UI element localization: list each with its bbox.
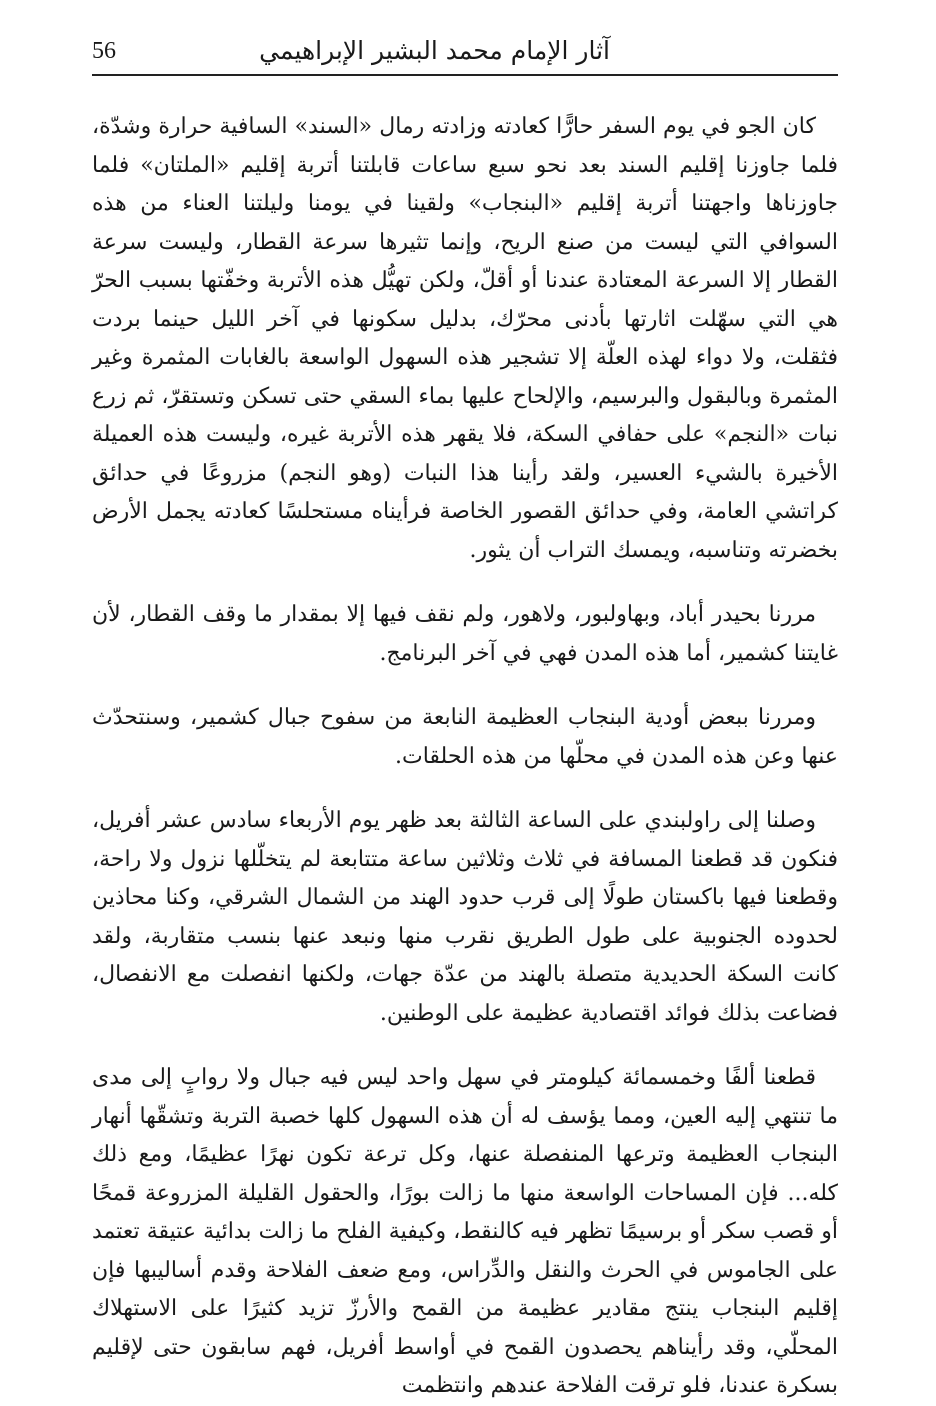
running-title: آثار الإمام محمد البشير الإبراهيمي [259, 36, 610, 65]
paragraph-1: كان الجو في يوم السفر حارًّا كعادته وزادته رمال «السند» السافية حرارة وشدّة، فلما جاوزنا إقليم السند بعد نحو سبع ساعات قابلتنا أتربة إقليم «الملتان» فلما جاوزناها واجهتنا أتربة إقليم «البنجاب» ولقينا في يومنا وليلتنا العناء من هذه السوافي التي ليست من صنع الريح، وإنما تثيرها سرعة القطار، وليست سرعة القطار إلا السرعة المعتادة عندنا أو أقلّ، ولكن تهيُّل هذه الأتربة وخفّتها بسبب الحرّ هي التي سهّلت اثارتها بأدنى محرّك، بدليل سكونها في آخر الليل حينما بردت فثقلت، ولا دواء لهذه العلّة إلا تشجير هذه السهول الواسعة بالغابات المثمرة وغير المثمرة وبالبقول والبرسيم، والإلحاح عليها بماء السقي حتى تسكن وتستقرّ، ثم زرع نبات «النجم» على حفافي السكة، فلا يقهر هذه الأتربة غيره، وليست هذه العميلة الأخيرة بالشيء العسير، ولقد رأينا هذا النبات (وهو النجم) مزروعًا في حدائق كراتشي العامة، وفي حدائق القصور الخاصة فرأيناه مستحلسًا كعادته يجمل الأرض بخضرته وتناسبه، ويمسك التراب أن يثور. [92, 114, 838, 563]
paragraph-4: وصلنا إلى راولبندي على الساعة الثالثة بعد ظهر يوم الأربعاء سادس عشر أفريل، فنكون قد قطعنا المسافة في ثلاث وثلاثين ساعة متتابعة لم يتخلّلها نزول ولا راحة، وقطعنا فيها باكستان طولًا إلى قرب حدود الهند من الشمال الشرقي، وكنا محاذين لحدوده الجنوبية على طول الطريق نقرب منها ونبعد عنها بنسب متقاربة، ولقد كانت السكة الحديدية متصلة بالهند من عدّة جهات، ولكنها انفصلت مع الانفصال، فضاعت بذلك فوائد اقتصادية عظيمة على الوطنين. [92, 808, 838, 1026]
paragraph-5: قطعنا ألفًا وخمسمائة كيلومتر في سهل واحد ليس فيه جبال ولا روابٍ إلى مدى ما تنتهي إليه العين، ومما يؤسف له أن هذه السهول كلها خصبة التربة وتشقّها أنهار البنجاب العظيمة وترعها المنفصلة عنها، وكل ترعة تكون نهرًا عظيمًا، ومع ذلك كله... فإن المساحات الواسعة منها ما زالت بورًا، والحقول القليلة المزروعة قمحًا أو قصب سكر أو برسيمًا تظهر فيه كالنقط، وكيفية الفلح ما زالت بدائية عتيقة تعتمد على الجاموس في الحرث والنقل والدِّراس، ومع ضعف الفلاحة وقدم أساليبها فإن إقليم البنجاب ينتج مقادير عظيمة من القمح والأرزّ تزيد كثيرًا على الاستهلاك المحلّي، وقد رأيناهم يحصدون القمح في أواسط أفريل، فهم سابقون حتى لإقليم بسكرة عندنا، فلو ترقت الفلاحة عندهم وانتظمت [92, 1065, 838, 1398]
running-header [92, 34, 838, 76]
text-body [92, 108, 838, 1406]
paragraph-3: ومررنا ببعض أودية البنجاب العظيمة النابعة من سفوح جبال كشمير، وسنتحدّث عنها وعن هذه المدن في محلّها من هذه الحلقات. [92, 705, 838, 769]
page-number: 56 [92, 38, 116, 64]
paragraph-2: مررنا بحيدر أباد، وبهاولبور، ولاهور، ولم نقف فيها إلا بمقدار ما وقف القطار، لأن غايتنا كشمير، أما هذه المدن فهي في آخر البرنامج. [92, 602, 838, 666]
